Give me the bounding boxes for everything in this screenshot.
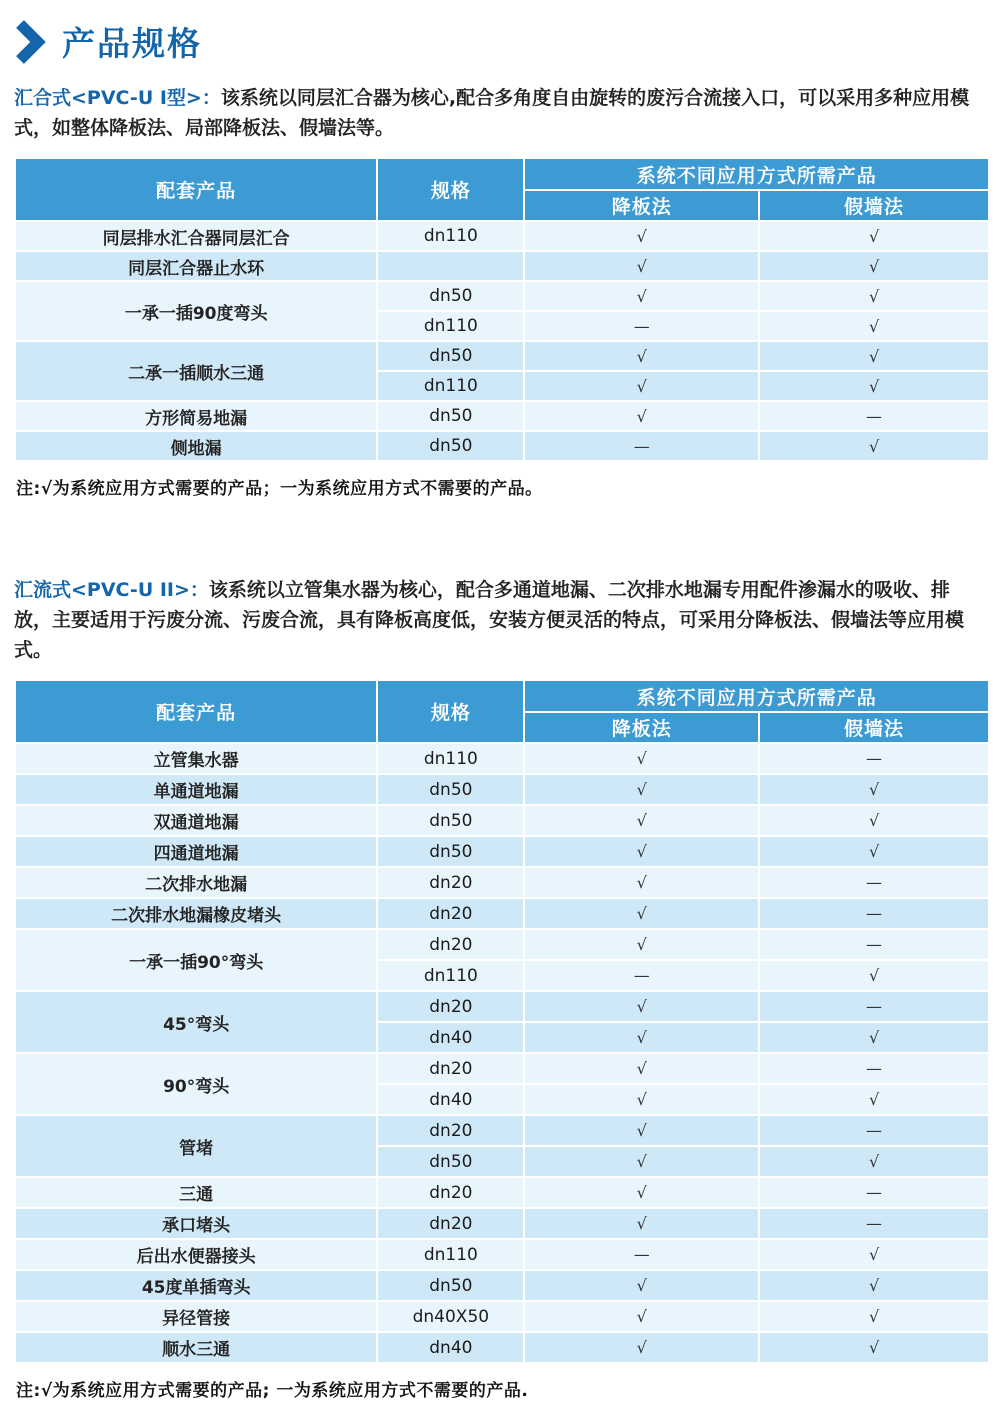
page-title: 产品规格 — [62, 24, 202, 63]
table-row — [15, 1115, 989, 1146]
spec-cell: dn110 — [377, 221, 524, 251]
table-row — [15, 1332, 989, 1363]
drop-slab-mark-cell: √ — [524, 221, 759, 251]
product-name-cell: 承口堵头 — [15, 1208, 377, 1239]
intro-label: 汇流式<PVC-U II>： — [14, 579, 209, 601]
table-row — [15, 867, 989, 898]
product-name-cell: 同层排水汇合器同层汇合 — [15, 221, 377, 251]
table-row — [15, 898, 989, 929]
product-name-cell: 后出水便器接头 — [15, 1239, 377, 1270]
intro-paragraph — [14, 575, 986, 665]
drop-slab-mark-cell: √ — [524, 281, 759, 311]
header-false-wall-method: 假墙法 — [759, 712, 989, 743]
table-row — [15, 221, 989, 251]
spec-cell: dn20 — [377, 1053, 524, 1084]
spec-cell: dn20 — [377, 867, 524, 898]
false-wall-mark-cell: — — [759, 1177, 989, 1208]
spec-cell — [377, 251, 524, 281]
drop-slab-mark-cell: √ — [524, 743, 759, 774]
product-name-cell: 同层汇合器止水环 — [15, 251, 377, 281]
spec-cell: dn20 — [377, 929, 524, 960]
drop-slab-mark-cell: √ — [524, 1146, 759, 1177]
table-row — [15, 1053, 989, 1084]
spec-cell: dn50 — [377, 774, 524, 805]
false-wall-mark-cell: √ — [759, 960, 989, 991]
table-row — [15, 431, 989, 461]
false-wall-mark-cell: √ — [759, 221, 989, 251]
false-wall-mark-cell: √ — [759, 1332, 989, 1363]
spec-cell: dn20 — [377, 1177, 524, 1208]
spec-cell: dn50 — [377, 1146, 524, 1177]
drop-slab-mark-cell: √ — [524, 929, 759, 960]
table-header-row — [15, 158, 989, 190]
spec-cell: dn50 — [377, 836, 524, 867]
false-wall-mark-cell: √ — [759, 805, 989, 836]
product-name-cell: 异径管接 — [15, 1301, 377, 1332]
spec-cell: dn110 — [377, 1239, 524, 1270]
spec-cell: dn50 — [377, 281, 524, 311]
table-row — [15, 805, 989, 836]
false-wall-mark-cell: — — [759, 929, 989, 960]
false-wall-mark-cell: √ — [759, 774, 989, 805]
spec-cell: dn50 — [377, 805, 524, 836]
table-header-row — [15, 680, 989, 712]
table-row — [15, 929, 989, 960]
drop-slab-mark-cell: √ — [524, 805, 759, 836]
header-product: 配套产品 — [15, 158, 377, 221]
table-row — [15, 1239, 989, 1270]
drop-slab-mark-cell: √ — [524, 1053, 759, 1084]
table-note: 注:√为系统应用方式需要的产品；一为系统应用方式不需要的产品。 — [16, 479, 543, 499]
false-wall-mark-cell: √ — [759, 1239, 989, 1270]
spec-cell: dn110 — [377, 743, 524, 774]
false-wall-mark-cell: √ — [759, 371, 989, 401]
product-name-cell: 双通道地漏 — [15, 805, 377, 836]
table-row — [15, 1301, 989, 1332]
false-wall-mark-cell: √ — [759, 281, 989, 311]
intro-text: 该系统以立管集水器为核心，配合多通道地漏、二次排水地漏专用配件渗漏水的吸收、排放，主要适用于污废分流、污废合流，具有降板高度低，安装方便灵活的特点，可采用分降板法、假墙法等应用模式。 — [14, 579, 965, 661]
drop-slab-mark-cell: — — [524, 311, 759, 341]
product-name-cell: 顺水三通 — [15, 1332, 377, 1363]
drop-slab-mark-cell: √ — [524, 401, 759, 431]
product-name-cell: 侧地漏 — [15, 431, 377, 461]
drop-slab-mark-cell: √ — [524, 1270, 759, 1301]
spec-cell: dn20 — [377, 1208, 524, 1239]
false-wall-mark-cell: √ — [759, 311, 989, 341]
false-wall-mark-cell: — — [759, 991, 989, 1022]
drop-slab-mark-cell: √ — [524, 774, 759, 805]
product-name-cell: 四通道地漏 — [15, 836, 377, 867]
product-name-cell: 单通道地漏 — [15, 774, 377, 805]
table-note: 注:√为系统应用方式需要的产品; 一为系统应用方式不需要的产品. — [16, 1381, 529, 1401]
product-name-cell: 一承一插90度弯头 — [15, 281, 377, 341]
table-row — [15, 836, 989, 867]
page-header — [16, 18, 986, 65]
false-wall-mark-cell: — — [759, 898, 989, 929]
drop-slab-mark-cell: √ — [524, 1301, 759, 1332]
product-name-cell: 一承一插90°弯头 — [15, 929, 377, 991]
false-wall-mark-cell: √ — [759, 1301, 989, 1332]
table-row — [15, 1270, 989, 1301]
spec-cell: dn110 — [377, 371, 524, 401]
product-name-cell: 二次排水地漏橡皮堵头 — [15, 898, 377, 929]
drop-slab-mark-cell: √ — [524, 1208, 759, 1239]
drop-slab-mark-cell: √ — [524, 898, 759, 929]
drop-slab-mark-cell: √ — [524, 1084, 759, 1115]
spec-cell: dn50 — [377, 341, 524, 371]
header-methods-group: 系统不同应用方式所需产品 — [524, 680, 989, 712]
false-wall-mark-cell: √ — [759, 1084, 989, 1115]
drop-slab-mark-cell: √ — [524, 1332, 759, 1363]
product-name-cell: 90°弯头 — [15, 1053, 377, 1115]
spec-cell: dn40 — [377, 1332, 524, 1363]
table-row — [15, 743, 989, 774]
drop-slab-mark-cell: √ — [524, 371, 759, 401]
header-drop-slab-method: 降板法 — [524, 712, 759, 743]
spec-cell: dn110 — [377, 311, 524, 341]
product-name-cell: 二承一插顺水三通 — [15, 341, 377, 401]
spec-cell: dn40X50 — [377, 1301, 524, 1332]
spec-cell: dn20 — [377, 898, 524, 929]
table-row — [15, 401, 989, 431]
drop-slab-mark-cell: √ — [524, 251, 759, 281]
intro-label: 汇合式<PVC-U I型>： — [14, 87, 221, 109]
product-name-cell: 二次排水地漏 — [15, 867, 377, 898]
table-row — [15, 991, 989, 1022]
false-wall-mark-cell: — — [759, 401, 989, 431]
false-wall-mark-cell: — — [759, 867, 989, 898]
false-wall-mark-cell: — — [759, 1053, 989, 1084]
spec-cell: dn50 — [377, 401, 524, 431]
product-name-cell: 管堵 — [15, 1115, 377, 1177]
header-drop-slab-method: 降板法 — [524, 190, 759, 221]
drop-slab-mark-cell: — — [524, 960, 759, 991]
spec-cell: dn40 — [377, 1084, 524, 1115]
drop-slab-mark-cell: √ — [524, 1177, 759, 1208]
product-name-cell: 立管集水器 — [15, 743, 377, 774]
product-name-cell: 45度单插弯头 — [15, 1270, 377, 1301]
header-spec: 规格 — [377, 680, 524, 743]
header-methods-group: 系统不同应用方式所需产品 — [524, 158, 989, 190]
intro-text: 该系统以同层汇合器为核心,配合多角度自由旋转的废污合流接入口，可以采用多种应用模式，如整体降板法、局部降板法、假墙法等。 — [14, 87, 970, 139]
false-wall-mark-cell: √ — [759, 1270, 989, 1301]
false-wall-mark-cell: — — [759, 1208, 989, 1239]
table-row — [15, 1177, 989, 1208]
drop-slab-mark-cell: √ — [524, 836, 759, 867]
false-wall-mark-cell: — — [759, 1115, 989, 1146]
drop-slab-mark-cell: — — [524, 431, 759, 461]
drop-slab-mark-cell: √ — [524, 1115, 759, 1146]
drop-slab-mark-cell: √ — [524, 341, 759, 371]
spec-cell: dn20 — [377, 1115, 524, 1146]
spec-table-type1 — [14, 157, 990, 462]
section-pvc-u-type2 — [14, 575, 986, 1401]
drop-slab-mark-cell: — — [524, 1239, 759, 1270]
product-name-cell: 方形简易地漏 — [15, 401, 377, 431]
false-wall-mark-cell: √ — [759, 251, 989, 281]
spec-cell: dn110 — [377, 960, 524, 991]
product-name-cell: 45°弯头 — [15, 991, 377, 1053]
drop-slab-mark-cell: √ — [524, 1022, 759, 1053]
false-wall-mark-cell: √ — [759, 836, 989, 867]
false-wall-mark-cell: √ — [759, 341, 989, 371]
false-wall-mark-cell: √ — [759, 1146, 989, 1177]
table-row — [15, 251, 989, 281]
chevron-right-icon — [16, 20, 46, 64]
drop-slab-mark-cell: √ — [524, 991, 759, 1022]
table-row — [15, 341, 989, 371]
drop-slab-mark-cell: √ — [524, 867, 759, 898]
table-row — [15, 1208, 989, 1239]
spec-cell: dn50 — [377, 431, 524, 461]
product-name-cell: 三通 — [15, 1177, 377, 1208]
header-false-wall-method: 假墙法 — [759, 190, 989, 221]
false-wall-mark-cell: √ — [759, 1022, 989, 1053]
spec-cell: dn50 — [377, 1270, 524, 1301]
spec-cell: dn40 — [377, 1022, 524, 1053]
section-pvc-u-type1 — [14, 83, 986, 499]
intro-paragraph — [14, 83, 986, 143]
table-row — [15, 774, 989, 805]
false-wall-mark-cell: — — [759, 743, 989, 774]
false-wall-mark-cell: √ — [759, 431, 989, 461]
spec-cell: dn20 — [377, 991, 524, 1022]
spec-table-type2 — [14, 679, 990, 1364]
header-spec: 规格 — [377, 158, 524, 221]
header-product: 配套产品 — [15, 680, 377, 743]
table-row — [15, 281, 989, 311]
